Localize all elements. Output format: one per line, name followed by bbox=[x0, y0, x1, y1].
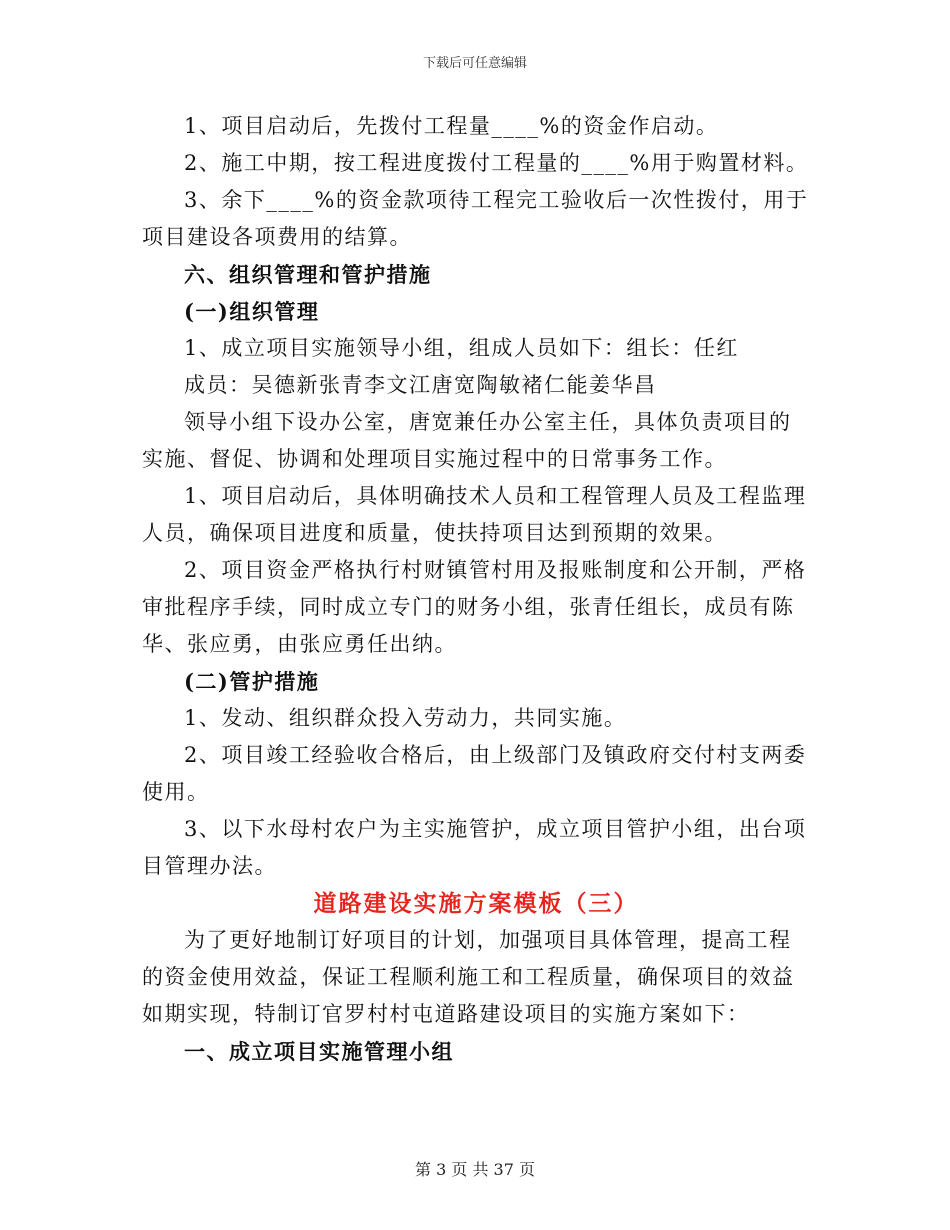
paragraph-technical-staff: 1、项目启动后，具体明确技术人员和工程管理人员及工程监理人员，确保项目进度和质量，使扶持项目达到预期的效果。 bbox=[142, 484, 807, 545]
document-body bbox=[142, 108, 810, 1070]
section-heading-management: 六、组织管理和管护措施 bbox=[184, 262, 432, 287]
paragraph-intro: 为了更好地制订好项目的计划，加强项目具体管理，提高工程的资金使用效益，保证工程顺利施工和工程质量，确保项目的效益如期实现，特制订官罗村村屯道路建设项目的实施方案如下： bbox=[142, 928, 795, 1026]
paragraph-payment-1: 1、项目启动后，先拨付工程量____%的资金作启动。 bbox=[184, 114, 719, 138]
header-note: 下载后可任意编辑 bbox=[422, 56, 527, 71]
paragraph-acceptance: 2、项目竣工经验收合格后，由上级部门及镇政府交付村支两委使用。 bbox=[142, 743, 807, 804]
page-footer: 第 3 页 共 37 页 bbox=[415, 1160, 535, 1179]
paragraph-mobilize: 1、发动、组织群众投入劳动力，共同实施。 bbox=[184, 706, 627, 730]
subheading-maintenance: (二)管护措施 bbox=[184, 669, 320, 694]
section-heading-group: 一、成立项目实施管理小组 bbox=[184, 1039, 454, 1064]
paragraph-maintenance-group: 3、以下水母村农户为主实施管护，成立项目管护小组，出台项目管理办法。 bbox=[142, 817, 807, 878]
paragraph-payment-2: 2、施工中期，按工程进度拨付工程量的____%用于购置材料。 bbox=[184, 151, 809, 175]
paragraph-office: 领导小组下设办公室，唐宽兼任办公室主任，具体负责项目的实施、督促、协调和处理项目实施过程中的日常事务工作。 bbox=[142, 410, 792, 471]
section-title-template-3: 道路建设实施方案模板（三） bbox=[313, 890, 639, 917]
paragraph-finance: 2、项目资金严格执行村财镇管村用及报账制度和公开制，严格审批程序手续，同时成立专门的财务小组，张青任组长，成员有陈华、张应勇，由张应勇任出纳。 bbox=[142, 558, 807, 656]
paragraph-leadership-group: 1、成立项目实施领导小组，组成人员如下：组长：任红 bbox=[184, 336, 739, 360]
subheading-organization: (一)组织管理 bbox=[184, 299, 320, 324]
paragraph-payment-3: 3、余下____%的资金款项待工程完工验收后一次性拨付，用于项目建设各项费用的结算。 bbox=[142, 188, 809, 249]
paragraph-members: 成员：吴德新张青李文江唐宽陶敏褚仁能姜华昌 bbox=[184, 373, 657, 397]
